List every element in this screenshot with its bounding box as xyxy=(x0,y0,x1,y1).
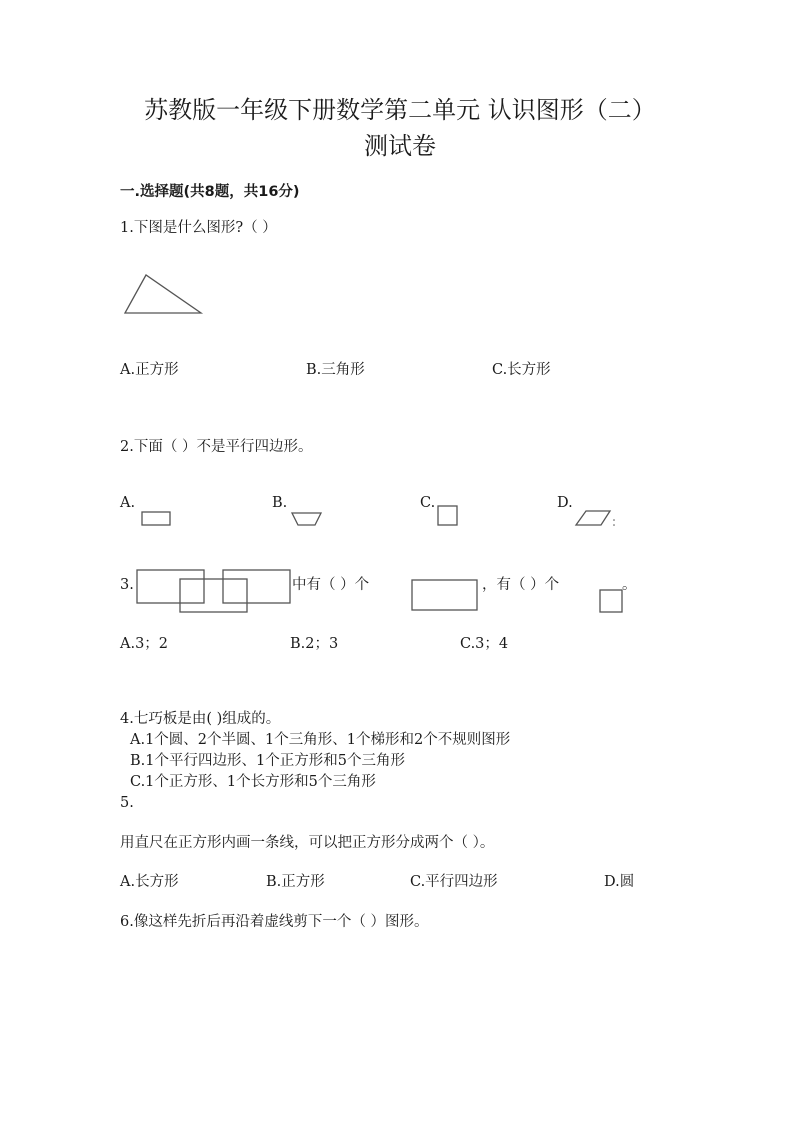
trapezoid-figure xyxy=(290,510,324,528)
parallelogram-figure xyxy=(574,508,618,530)
q1-stem: 1.下图是什么图形?（ ） xyxy=(120,220,277,236)
rectangle-figure xyxy=(410,578,480,612)
q3-option-a[interactable]: A.3；2 xyxy=(120,636,169,652)
q6-stem: 6.像这样先折后再沿着虚线剪下一个（ ）图形。 xyxy=(120,914,429,930)
q2-option-d[interactable]: D. xyxy=(557,495,573,511)
q4-option-b[interactable]: B.1个平行四边形、1个正方形和5个三角形 xyxy=(130,753,405,769)
q1-option-a[interactable]: A.正方形 xyxy=(120,362,179,378)
q2-option-a[interactable]: A. xyxy=(120,495,136,511)
q3-stem-part1: 中有（ ）个 xyxy=(292,577,370,593)
q5-stem: 用直尺在正方形内画一条线，可以把正方形分成两个（ ）。 xyxy=(120,835,495,851)
q5-option-b[interactable]: B.正方形 xyxy=(266,874,325,890)
q2-option-b[interactable]: B. xyxy=(272,495,288,511)
q4-option-a[interactable]: A.1个圆、2个半圆、1个三角形、1个梯形和2个不规则图形 xyxy=(130,732,511,748)
section-heading: 一.选择题(共8题，共16分) xyxy=(120,184,300,200)
q1-option-c[interactable]: C.长方形 xyxy=(492,362,551,378)
q3-stem-part2: ，有（ ）个 xyxy=(482,577,560,593)
q3-option-c[interactable]: C.3；4 xyxy=(460,636,509,652)
square-figure xyxy=(436,504,460,528)
q2-stem: 2.下面（ ）不是平行四边形。 xyxy=(120,439,313,455)
page-title-line2: 测试卷 xyxy=(364,132,436,160)
square-figure xyxy=(598,588,624,614)
q5-option-c[interactable]: C.平行四边形 xyxy=(410,874,498,890)
q5-number: 5. xyxy=(120,795,134,811)
q4-stem: 4.七巧板是由( )组成的。 xyxy=(120,711,281,727)
q1-option-b[interactable]: B.三角形 xyxy=(306,362,365,378)
q4-option-c[interactable]: C.1个正方形、1个长方形和5个三角形 xyxy=(130,774,376,790)
q2-option-c[interactable]: C. xyxy=(420,495,436,511)
q5-option-a[interactable]: A.长方形 xyxy=(120,874,179,890)
page-title: 苏教版一年级下册数学第二单元 认识图形（二） xyxy=(144,96,656,124)
overlapping-rectangles-figure xyxy=(135,568,295,616)
q3-stem-number: 3. xyxy=(120,577,134,593)
rectangle-figure xyxy=(140,510,172,528)
q3-stem-end: 。 xyxy=(622,577,637,593)
q5-option-d[interactable]: D.圆 xyxy=(604,874,635,890)
triangle-figure xyxy=(120,270,210,320)
q3-option-b[interactable]: B.2；3 xyxy=(290,636,339,652)
